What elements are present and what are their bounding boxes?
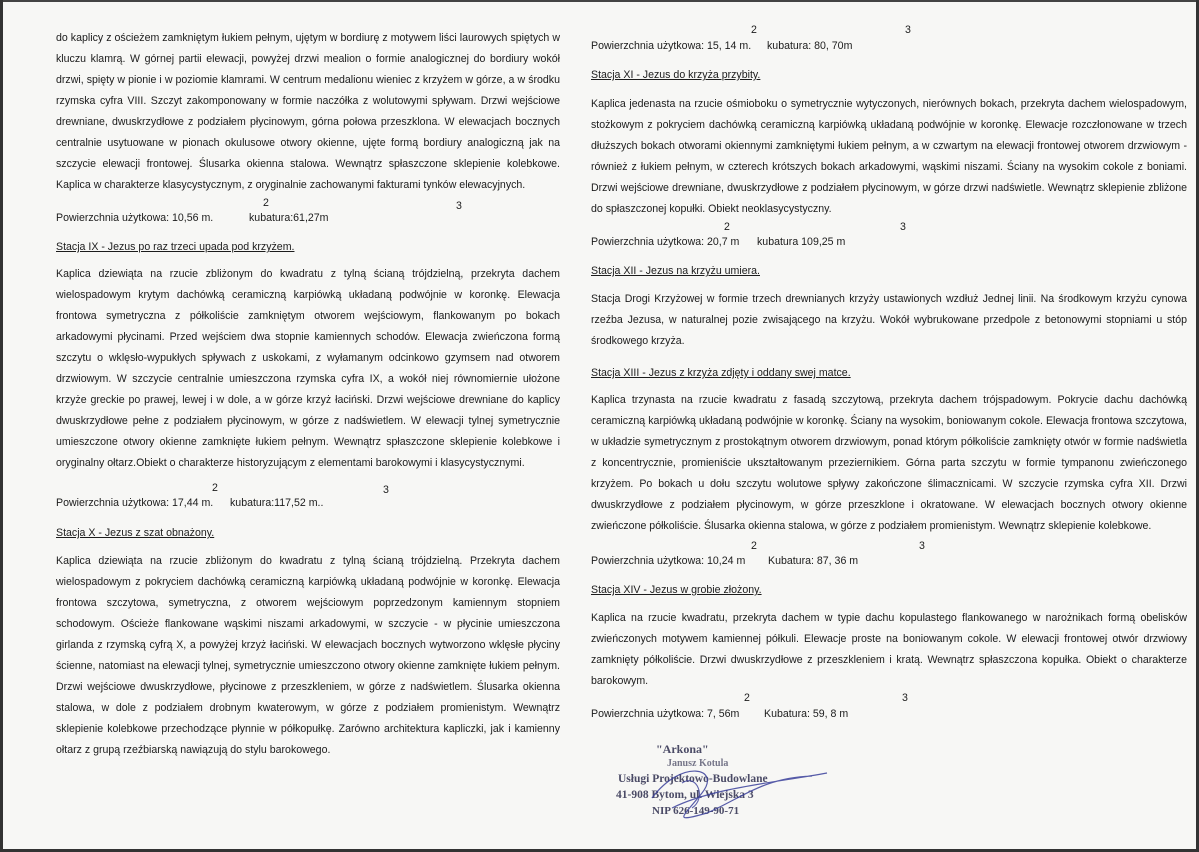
- area-unit-exponent: 2: [751, 24, 757, 36]
- station-xi-description: Kaplica jedenasta na rzucie ośmioboku o symetrycznie wytyczonych, nierównych bokach, przekryta dachem wielospadowym, stożkowym z pokryciem dachówką ceramiczną karpiówką układaną podwójnie w koronkę. Elewacje rozczłonowane w trzech dłuższych bokach otworami okiennymi zamkniętymi łukiem pełnym, a w czwartym na elewacji frontowej otworem drzwiowym - również z łukiem pełnym, w czterech krótszych bokach arkadowymi, wąskimi niszami. Ściany na wysokim cokole z boniami. Drzwi wejściowe drewniane, dwuskrzydłowe z podziałem płycinowym, w górze drzwi nadświetle. Wewnątrz sklepienie zbliżone do spłaszczonej kopułki. Obiekt neoklasycystyczny.: [591, 98, 1187, 215]
- station-ix-description: Kaplica dziewiąta na rzucie zbliżonym do kwadratu z tylną ścianą trójdzielną, przekryta dachem wielospadowym krytym dachówką ceramiczną karpiówką układaną podwójnie w koronkę. Elewacja frontowa symetryczna z półkoliście zamkniętym otworem wejściowym, flankowanym po bokach arkadowymi płycinami. Przed wejściem dwa stopnie kamiennych schodów. Elewacja zwieńczona formą szczytu o wklęsło-wypukłych spływach z uskokami, z wyłamanym odcinkowo gzymsem nad otworem drzwiowym. W szczycie centralnie umieszczona rzymska cyfra IX, a wokół niej równomiernie ułożone krzyże greckie po prawej, lewej i w dole, a w górze krzyż łaciński. Drzwi wejściowe drewniane do kaplicy dwuskrzydłowe pełne z podziałem płycinowym, w górze z nadświetlem. W elewacji tylnej symetrycznie umieszczone otwory okienne zamknięte łukiem pełnym. Wewnątrz spłaszczone sklepienie kolebkowe i oryginalny ołtarz.Obiekt o charakterze historyzującym z elementami barokowymi i klasycystycznymi.: [56, 268, 560, 469]
- station-ix-volume: kubatura:117,52 m..: [230, 497, 324, 509]
- stamp-nip-line: NIP 626-149-90-71: [652, 805, 740, 817]
- station-xiii-area: Powierzchnia użytkowa: 10,24 m: [591, 555, 746, 567]
- station-xiv-volume: Kubatura: 59, 8 m: [764, 708, 849, 720]
- station-xiv-title: Stacja XIV - Jezus w grobie złożony.: [591, 584, 762, 596]
- station-x-area: Powierzchnia użytkowa: 15, 14 m.: [591, 40, 752, 52]
- station-xi-title: Stacja XI - Jezus do krzyża przybity.: [591, 69, 761, 81]
- volume-unit-exponent: 3: [905, 24, 911, 36]
- handwritten-signature: [612, 738, 862, 838]
- volume-unit-exponent: 3: [900, 221, 906, 233]
- station-xi-volume: kubatura 109,25 m: [757, 236, 846, 248]
- area-unit-exponent: 2: [212, 482, 218, 494]
- station-ix-area: Powierzchnia użytkowa: 17,44 m.: [56, 497, 214, 509]
- station-xiv-description: Kaplica na rzucie kwadratu, przekryta dachem w typie dachu kopulastego flankowanego w narożnikach formą obelisków zwieńczonych motywem kamiennej półkuli. Elewacje proste na boniowanym cokole. W elewacji frontowej otwór drzwiowy zamknięty półkoliście. Drzwi dwuskrzydłowe z przeszkleniem i kratą. Wewnątrz spłaszczona kopułka. Obiekt o charakterze barokowym.: [591, 612, 1187, 687]
- station-xi-area: Powierzchnia użytkowa: 20,7 m: [591, 236, 740, 248]
- station-xiii-description: Kaplica trzynasta na rzucie kwadratu z fasadą szczytową, przekryta dachem trójspadowym. Pokrycie dachu dachówką ceramiczną karpiówką układaną podwójnie w koronkę. Ściany na wysokim, boniowanym cokole. Elewacja frontowa szczytowa, w układzie symetrycznym z prostokątnym otworem drzwiowym, ponad którym półkoliście zamknięty otwór w formie nadświetla z koncentrycznie, promieniście ukształtowanym przeziernikiem. Górna parta szczytu w formie tympanonu zwieńczonego krzyżem. Po bokach u dołu szczytu wolutowe spływy zakończone ślimacznicami. W szczycie rzymska cyfra XII. Drzwi dwuskrzydłowe z podziałem płycinowym, w górze przeszklone i okratowane. W elewacjach bocznych otwory okienne zwieńczone półkoliście. Ślusarka okienna stalowa, w górze z podziałem promienistym. Wewnątrz sklepienie kolebkowe.: [591, 394, 1187, 532]
- station-x-title: Stacja X - Jezus z szat obnażony.: [56, 527, 215, 539]
- station-viii-volume: kubatura:61,27m: [249, 212, 329, 224]
- volume-unit-exponent: 3: [383, 484, 389, 496]
- stamp-owner-name: Janusz Kotula: [667, 758, 729, 769]
- station-viii-description: do kaplicy z ościeżem zamkniętym łukiem pełnym, ujętym w bordiurę z motywem liści laurowych spiętych w kluczu klamrą. W górnej partii elewacji, powyżej drzwi mealion o formie analogicznej do bordiury wokół drzwi, spięty w pionie i w poziomie klamrami. W centrum medalionu wieniec z krzyżem w górze, a w środku rzymska cyfra VIII. Szczyt zakomponowany w formie naczółka z wolutowymi spływam. Drzwi wejściowe drewniane, dwuskrzydłowe z podziałem płycinowym, górna połowa przeszklona. W elewacjach bocznych centralnie usytuowane w pionach okulusowe otwory okienne, ujęte formą bordiury analogiczną jak na szczycie elewacji frontowej. Ślusarka okienna stalowa. Wewnątrz spłaszczone sklepienie kolebkowe. Kaplica w charakterze klasycystycznym, z oryginalnie zachowanymi fakturami tynków elewacyjnych.: [56, 32, 560, 191]
- station-xiv-area: Powierzchnia użytkowa: 7, 56m: [591, 708, 740, 720]
- volume-unit-exponent: 3: [919, 540, 925, 552]
- area-unit-exponent: 2: [744, 692, 750, 704]
- volume-unit-exponent: 3: [902, 692, 908, 704]
- station-x-description: Kaplica dziewiąta na rzucie zbliżonym do kwadratu z tylną ścianą trójdzielną. Przekryta dachem wielospadowym z pokryciem dachówką ceramiczną karpiówką układaną podwójnie w koronkę. Elewacja frontowa szczytowa, symetryczna, z otworem wejściowym poprzedzonym kamiennym stopniem schodowym. Ościeże flankowane wąskimi niszami arkadowymi, w szczycie - w płycinie umieszczona girlanda z rzymską cyfrą X, a powyżej krzyż łaciński. W elewacjach bocznych wytworzono wklęsłe płyciny ścienne, natomiast na elewacji tylnej, symetrycznie umieszczono otwory okienne zamknięte łukiem pełnym. Drzwi wejściowe dwuskrzydłowe, płycinowe z przeszkleniem, w górze z nadświetlem. Ślusarka okienna stalowa, w dole z podziałem drobnym kwaterowym, w górze z podziałem promienistym. Wewnątrz sklepienie kolebkowe przechodzące płynnie w półkopułkę. Zarówno architektura kapliczki, jak i kamienny ołtarz z grupą rzeźbiarską nawiązują do stylu barokowego.: [56, 555, 560, 756]
- station-ix-title: Stacja IX - Jezus po raz trzeci upada pod krzyżem.: [56, 241, 295, 253]
- scan-edge-left: [0, 0, 3, 852]
- company-stamp: [612, 738, 862, 838]
- station-viii-area: Powierzchnia użytkowa: 10,56 m.: [56, 212, 214, 224]
- area-unit-exponent: 2: [751, 540, 757, 552]
- station-xiii-volume: Kubatura: 87, 36 m: [768, 555, 859, 567]
- station-xii-title: Stacja XII - Jezus na krzyżu umiera.: [591, 265, 760, 277]
- station-x-volume: kubatura: 80, 70m: [767, 40, 853, 52]
- scan-edge-top: [0, 0, 1199, 2]
- volume-unit-exponent: 3: [456, 200, 462, 212]
- stamp-services-line: Usługi Projektowo-Budowlane: [618, 773, 768, 785]
- stamp-company-name: "Arkona": [656, 742, 709, 756]
- station-xii-description: Stacja Drogi Krzyżowej w formie trzech drewnianych krzyży ustawionych wzdłuż Jednej linii. Na środkowym krzyżu cynowa rzeźba Jezusa, w naturalnej pozie zwisającego na krzyżu. Wokół wybrukowane przedpole z betonowymi stopniami u stóp środkowego krzyża.: [591, 293, 1187, 347]
- station-xiii-title: Stacja XIII - Jezus z krzyża zdjęty i oddany swej matce.: [591, 367, 851, 379]
- stamp-address-line: 41-908 Bytom, ul. Wiejska 3: [616, 789, 754, 801]
- area-unit-exponent: 2: [724, 221, 730, 233]
- area-unit-exponent: 2: [263, 197, 269, 209]
